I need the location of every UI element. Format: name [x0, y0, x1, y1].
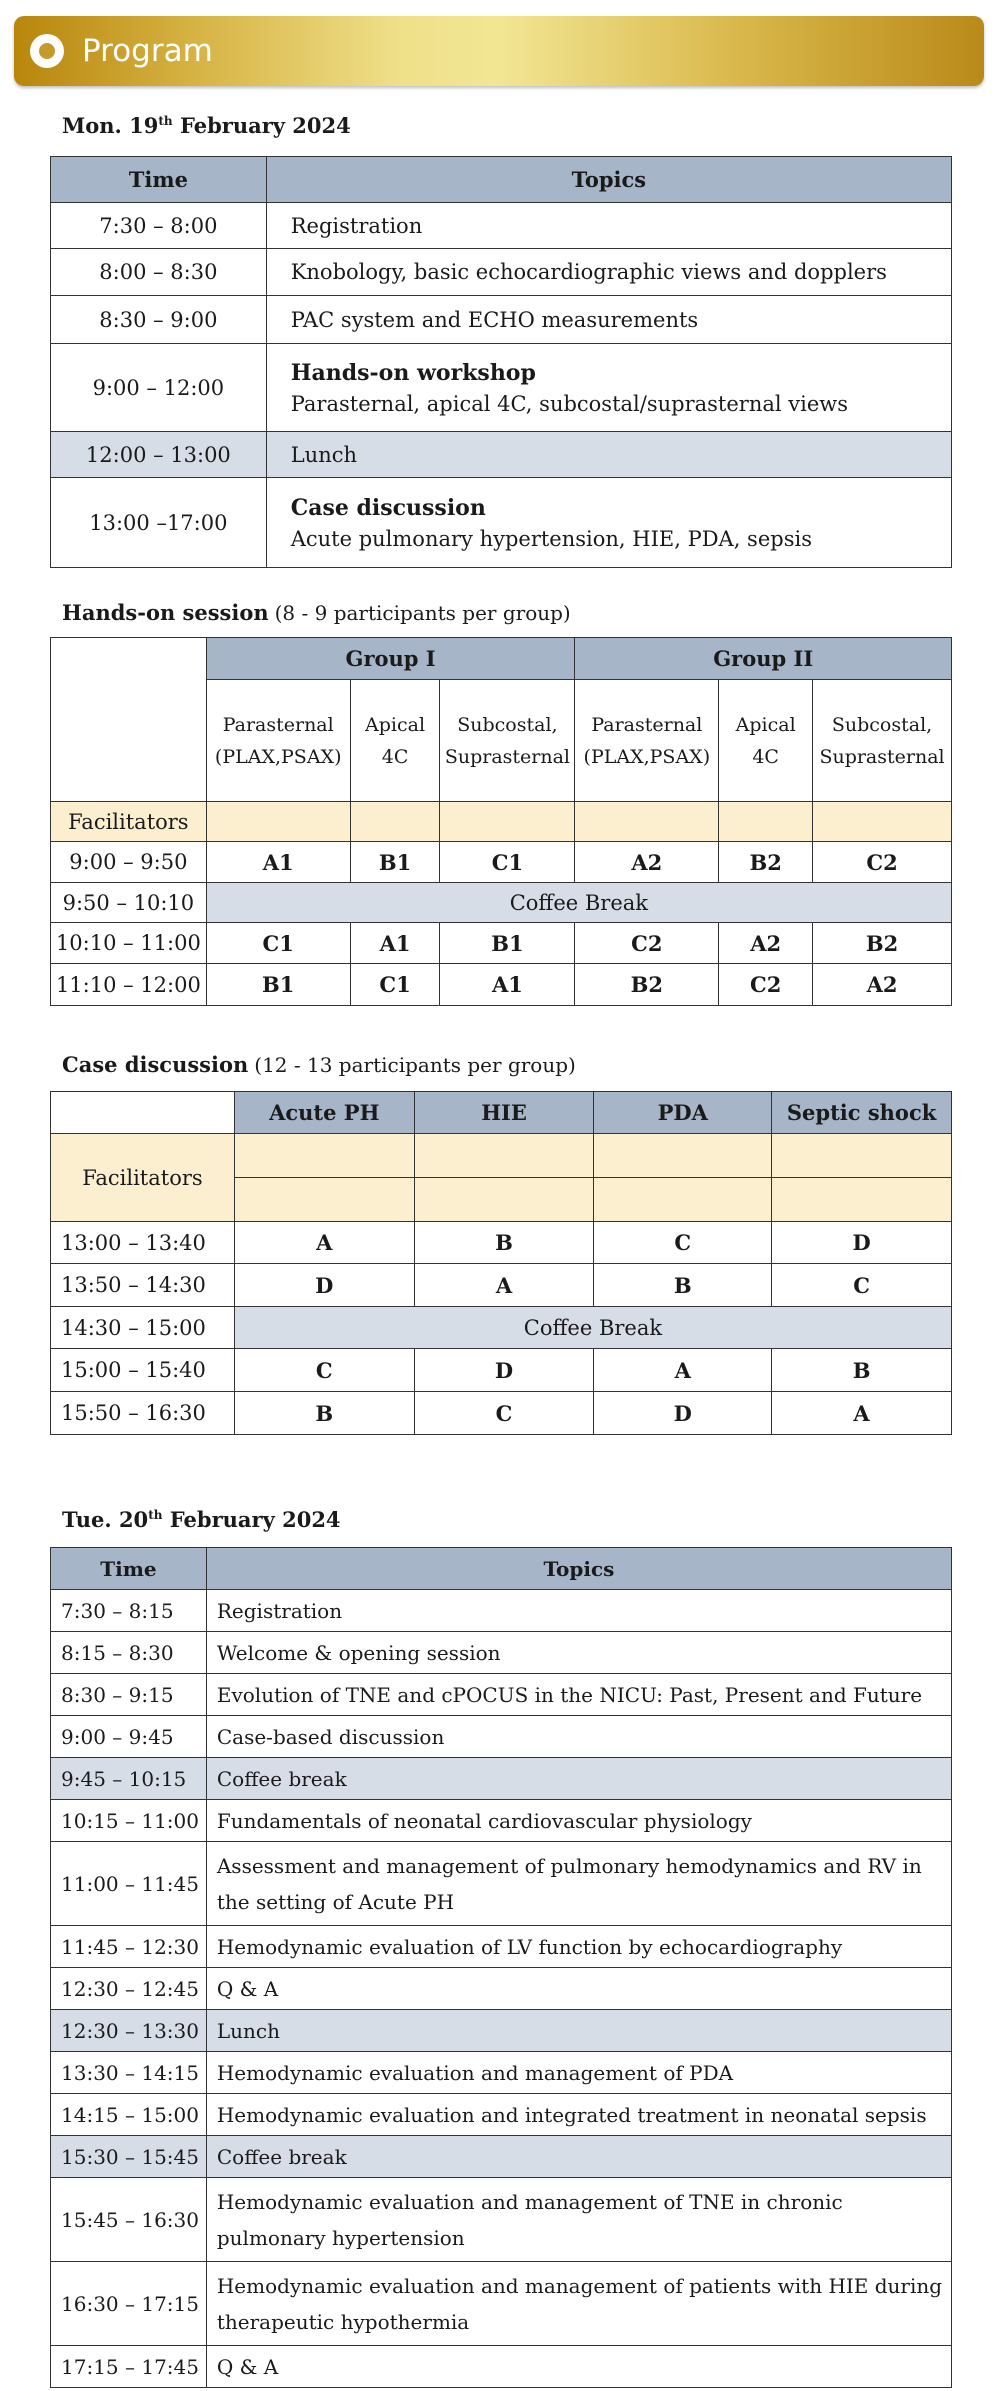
- time-cell: 8:00 – 8:30: [51, 249, 267, 296]
- topic-cell: Hemodynamic evaluation of LV function by echocardiography: [206, 1926, 951, 1968]
- assignment-cell: B2: [719, 842, 813, 883]
- handson-table: [50, 637, 952, 1006]
- time-cell: 13:00 – 13:40: [51, 1222, 235, 1264]
- facilitator-cell: [414, 1178, 594, 1222]
- coffee-break-cell: Coffee Break: [206, 883, 951, 923]
- program-banner: [14, 16, 984, 86]
- assignment-cell: B1: [206, 964, 350, 1006]
- time-cell: 9:00 – 12:00: [51, 344, 267, 432]
- view-header-cell: [575, 680, 719, 802]
- view-line: Parasternal: [222, 713, 334, 736]
- topic-cell: Lunch: [266, 432, 951, 478]
- facilitators-row: [51, 1134, 952, 1178]
- view-header-cell: [350, 680, 440, 802]
- table-row: [51, 1842, 952, 1926]
- assignment-cell: D: [414, 1349, 594, 1392]
- assignment-cell: C2: [813, 842, 952, 883]
- table-row: [51, 344, 952, 432]
- time-cell: 8:30 – 9:15: [51, 1674, 207, 1716]
- assignment-cell: B1: [350, 842, 440, 883]
- facilitator-cell: [772, 1134, 952, 1178]
- topic-cell: [266, 478, 951, 568]
- table-row: [51, 1632, 952, 1674]
- group-header-row: [51, 638, 952, 680]
- table-row: [51, 1392, 952, 1435]
- facilitator-cell: [772, 1178, 952, 1222]
- table-row: [51, 2136, 952, 2178]
- topic-cell: PAC system and ECHO measurements: [266, 296, 951, 344]
- casedisc-table: [50, 1091, 952, 1435]
- time-cell: 15:45 – 16:30: [51, 2178, 207, 2262]
- topic-cell: Evolution of TNE and cPOCUS in the NICU: Past, Present and Future: [206, 1674, 951, 1716]
- table-row: [51, 249, 952, 296]
- assignment-cell: B: [772, 1349, 952, 1392]
- topic-text: Acute pulmonary hypertension, HIE, PDA, sepsis: [290, 526, 812, 551]
- circle-bullet-icon: [30, 34, 64, 68]
- view-header-cell: [440, 680, 575, 802]
- topic-cell: Registration: [266, 203, 951, 249]
- facilitator-cell: [234, 1134, 414, 1178]
- assignment-cell: A2: [813, 964, 952, 1006]
- view-line: Apical: [365, 713, 426, 736]
- group1-header: Group I: [206, 638, 575, 680]
- table-row: [51, 296, 952, 344]
- table-row: [51, 1264, 952, 1307]
- assignment-cell: D: [772, 1222, 952, 1264]
- time-cell: 9:45 – 10:15: [51, 1758, 207, 1800]
- day1-heading: [62, 113, 351, 138]
- topic-cell: Lunch: [206, 2010, 951, 2052]
- time-cell: 12:30 – 12:45: [51, 1968, 207, 2010]
- day2-schedule-table: [50, 1547, 952, 2388]
- topic-cell: Registration: [206, 1590, 951, 1632]
- facilitators-label: Facilitators: [51, 1134, 235, 1222]
- view-line: Apical: [735, 713, 796, 736]
- casedisc-heading: [62, 1052, 576, 1077]
- table-row: [51, 1222, 952, 1264]
- case-header: HIE: [414, 1092, 594, 1134]
- table-row: [51, 1307, 952, 1349]
- topic-cell: Fundamentals of neonatal cardiovascular physiology: [206, 1800, 951, 1842]
- table-row: [51, 1758, 952, 1800]
- time-cell: 13:50 – 14:30: [51, 1264, 235, 1307]
- topic-cell: Welcome & opening session: [206, 1632, 951, 1674]
- day1-schedule-table: [50, 156, 952, 568]
- topic-cell: [266, 344, 951, 432]
- topic-cell: Assessment and management of pulmonary hemodynamics and RV in the setting of Acute PH: [206, 1842, 951, 1926]
- table-row: [51, 2178, 952, 2262]
- assignment-cell: A2: [575, 842, 719, 883]
- table-row: [51, 964, 952, 1006]
- assignment-cell: C: [414, 1392, 594, 1435]
- table-row: [51, 1674, 952, 1716]
- topics-header: Topics: [206, 1548, 951, 1590]
- view-line: Subcostal,: [457, 713, 558, 736]
- assignment-cell: A1: [350, 923, 440, 964]
- blank-corner-cell: [51, 638, 207, 802]
- facilitator-cell: [813, 802, 952, 842]
- case-header: PDA: [594, 1092, 772, 1134]
- time-cell: 15:50 – 16:30: [51, 1392, 235, 1435]
- assignment-cell: A: [772, 1392, 952, 1435]
- view-line: Suprasternal: [819, 745, 945, 768]
- facilitator-cell: [594, 1178, 772, 1222]
- facilitator-cell: [719, 802, 813, 842]
- case-header: Acute PH: [234, 1092, 414, 1134]
- assignment-cell: A1: [440, 964, 575, 1006]
- assignment-cell: B: [594, 1264, 772, 1307]
- day1-heading-post: February 2024: [172, 113, 351, 138]
- time-cell: 13:00 –17:00: [51, 478, 267, 568]
- day1-heading-pre: Mon. 19: [62, 113, 159, 138]
- topic-cell: Q & A: [206, 1968, 951, 2010]
- time-cell: 10:15 – 11:00: [51, 1800, 207, 1842]
- table-row: [51, 2052, 952, 2094]
- view-header-cell: [719, 680, 813, 802]
- blank-corner-cell: [51, 1092, 235, 1134]
- view-line: 4C: [381, 745, 409, 768]
- topic-cell: Knobology, basic echocardiographic views and dopplers: [266, 249, 951, 296]
- view-header-cell: [206, 680, 350, 802]
- day2-heading-post: February 2024: [162, 1507, 341, 1532]
- table-row: [51, 478, 952, 568]
- topic-cell: Coffee break: [206, 1758, 951, 1800]
- time-header: Time: [51, 157, 267, 203]
- assignment-cell: B1: [440, 923, 575, 964]
- view-line: Subcostal,: [831, 713, 933, 736]
- time-cell: 10:10 – 11:00: [51, 923, 207, 964]
- day2-heading-pre: Tue. 20: [62, 1507, 149, 1532]
- topic-cell: Hemodynamic evaluation and integrated treatment in neonatal sepsis: [206, 2094, 951, 2136]
- topic-cell: Q & A: [206, 2346, 951, 2388]
- facilitator-cell: [414, 1134, 594, 1178]
- table-row: [51, 1349, 952, 1392]
- day2-heading-sup: th: [148, 1508, 163, 1522]
- assignment-cell: A1: [206, 842, 350, 883]
- table-row: [51, 883, 952, 923]
- time-cell: 8:30 – 9:00: [51, 296, 267, 344]
- facilitator-cell: [440, 802, 575, 842]
- facilitator-cell: [575, 802, 719, 842]
- topic-title: Hands-on workshop: [290, 359, 536, 386]
- table-row: [51, 1716, 952, 1758]
- facilitators-row: [51, 802, 952, 842]
- assignment-cell: A: [234, 1222, 414, 1264]
- time-cell: 14:30 – 15:00: [51, 1307, 235, 1349]
- topic-cell: Hemodynamic evaluation and management of patients with HIE during therapeutic hypothermia: [206, 2262, 951, 2346]
- casedisc-heading-note: (12 - 13 participants per group): [254, 1053, 576, 1077]
- topic-title: Case discussion: [290, 494, 486, 521]
- topic-cell: Case-based discussion: [206, 1716, 951, 1758]
- time-cell: 15:30 – 15:45: [51, 2136, 207, 2178]
- group2-header: Group II: [575, 638, 952, 680]
- assignment-cell: B: [414, 1222, 594, 1264]
- topics-header: Topics: [266, 157, 951, 203]
- assignment-cell: C: [594, 1222, 772, 1264]
- assignment-cell: C2: [719, 964, 813, 1006]
- topic-cell: Hemodynamic evaluation and management of PDA: [206, 2052, 951, 2094]
- view-line: Parasternal: [591, 713, 703, 736]
- time-cell: 11:45 – 12:30: [51, 1926, 207, 1968]
- assignment-cell: B2: [575, 964, 719, 1006]
- table-row: [51, 1800, 952, 1842]
- facilitator-cell: [594, 1134, 772, 1178]
- facilitator-cell: [206, 802, 350, 842]
- time-cell: 8:15 – 8:30: [51, 1632, 207, 1674]
- handson-heading-text: Hands-on session: [62, 600, 269, 625]
- assignment-cell: C1: [440, 842, 575, 883]
- view-line: (PLAX,PSAX): [214, 745, 342, 768]
- view-line: Suprasternal: [444, 745, 571, 768]
- table-header-row: [51, 1092, 952, 1134]
- time-cell: 7:30 – 8:00: [51, 203, 267, 249]
- table-header-row: [51, 157, 952, 203]
- coffee-break-cell: Coffee Break: [234, 1307, 951, 1349]
- topic-cell: Coffee break: [206, 2136, 951, 2178]
- table-row: [51, 2010, 952, 2052]
- handson-heading: [62, 600, 571, 625]
- time-cell: 16:30 – 17:15: [51, 2262, 207, 2346]
- assignment-cell: C2: [575, 923, 719, 964]
- table-header-row: [51, 1548, 952, 1590]
- time-cell: 9:00 – 9:50: [51, 842, 207, 883]
- facilitators-label: Facilitators: [51, 802, 207, 842]
- table-row: [51, 2346, 952, 2388]
- view-line: 4C: [752, 745, 779, 768]
- time-cell: 11:00 – 11:45: [51, 1842, 207, 1926]
- assignment-cell: B: [234, 1392, 414, 1435]
- time-cell: 14:15 – 15:00: [51, 2094, 207, 2136]
- assignment-cell: A: [594, 1349, 772, 1392]
- facilitator-cell: [350, 802, 440, 842]
- case-header: Septic shock: [772, 1092, 952, 1134]
- table-row: [51, 1968, 952, 2010]
- assignment-cell: B2: [813, 923, 952, 964]
- time-header: Time: [51, 1548, 207, 1590]
- assignment-cell: C: [772, 1264, 952, 1307]
- assignment-cell: C1: [350, 964, 440, 1006]
- table-row: [51, 203, 952, 249]
- time-cell: 9:00 – 9:45: [51, 1716, 207, 1758]
- casedisc-heading-text: Case discussion: [62, 1052, 249, 1077]
- table-row: [51, 1590, 952, 1632]
- handson-heading-note: (8 - 9 participants per group): [274, 601, 571, 625]
- time-cell: 13:30 – 14:15: [51, 2052, 207, 2094]
- table-row: [51, 1926, 952, 1968]
- topic-text: Parasternal, apical 4C, subcostal/suprasternal views: [290, 391, 849, 416]
- topic-cell: Hemodynamic evaluation and management of TNE in chronic pulmonary hypertension: [206, 2178, 951, 2262]
- assignment-cell: A2: [719, 923, 813, 964]
- time-cell: 9:50 – 10:10: [51, 883, 207, 923]
- assignment-cell: D: [234, 1264, 414, 1307]
- view-line: (PLAX,PSAX): [583, 745, 711, 768]
- day2-heading: [62, 1507, 341, 1532]
- table-row: [51, 2094, 952, 2136]
- assignment-cell: C1: [206, 923, 350, 964]
- time-cell: 7:30 – 8:15: [51, 1590, 207, 1632]
- time-cell: 17:15 – 17:45: [51, 2346, 207, 2388]
- time-cell: 12:00 – 13:00: [51, 432, 267, 478]
- table-row: [51, 2262, 952, 2346]
- banner-title: Program: [82, 33, 213, 69]
- time-cell: 15:00 – 15:40: [51, 1349, 235, 1392]
- facilitator-cell: [234, 1178, 414, 1222]
- time-cell: 12:30 – 13:30: [51, 2010, 207, 2052]
- assignment-cell: C: [234, 1349, 414, 1392]
- time-cell: 11:10 – 12:00: [51, 964, 207, 1006]
- day1-heading-sup: th: [158, 114, 173, 128]
- table-row: [51, 923, 952, 964]
- table-row: [51, 842, 952, 883]
- view-header-cell: [813, 680, 952, 802]
- assignment-cell: D: [594, 1392, 772, 1435]
- assignment-cell: A: [414, 1264, 594, 1307]
- table-row: [51, 432, 952, 478]
